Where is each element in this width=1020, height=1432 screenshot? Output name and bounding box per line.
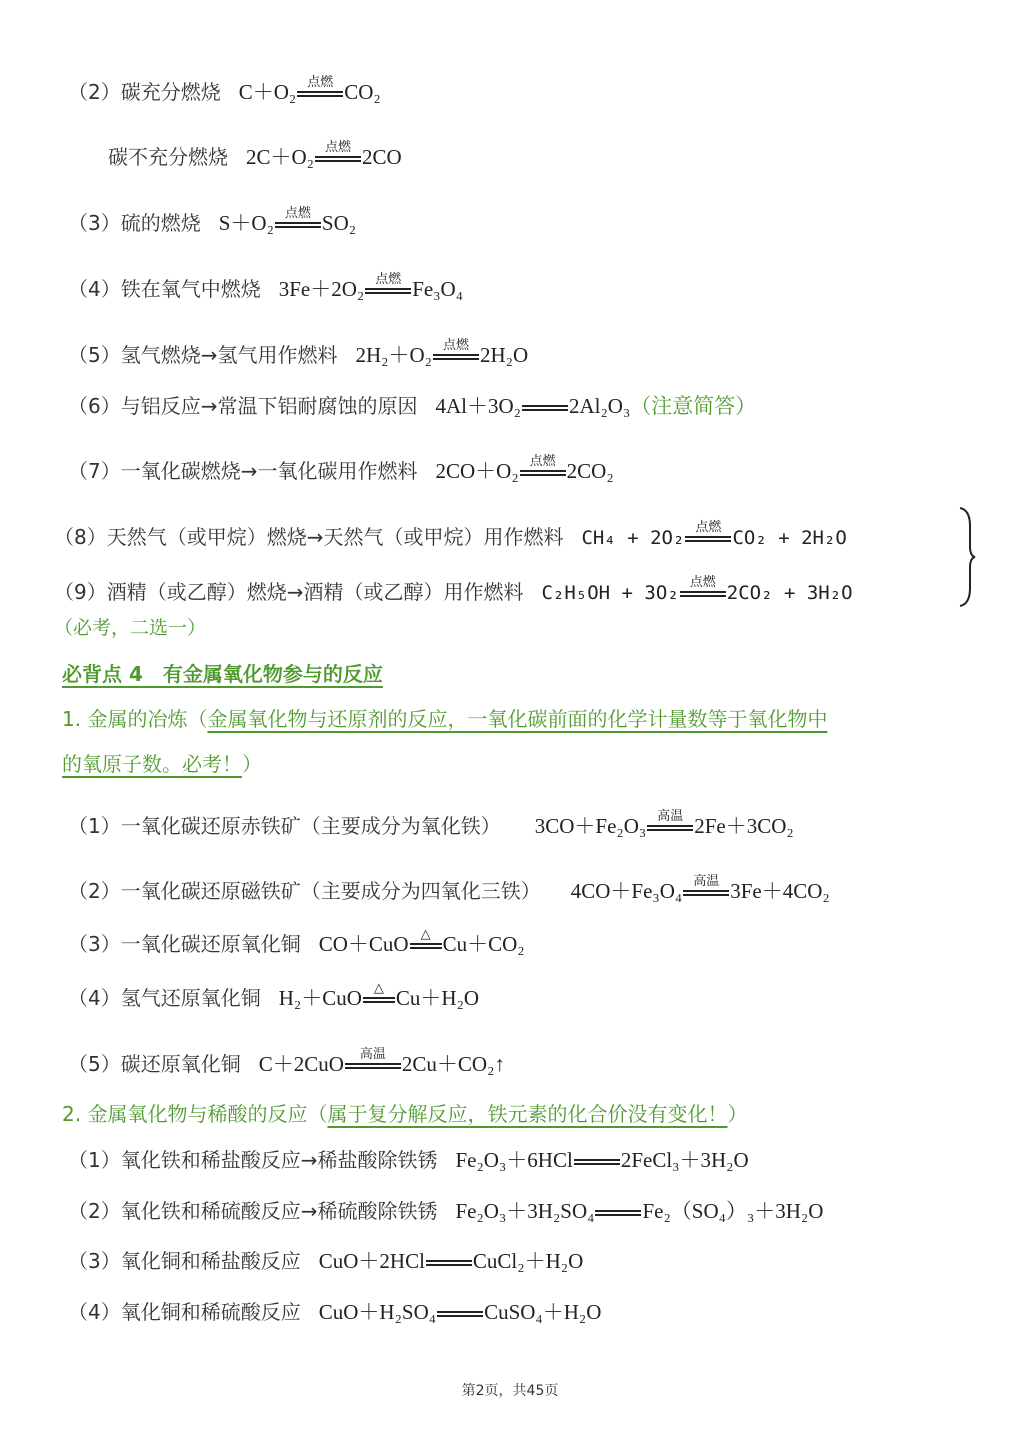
equation-right: 2CO — [362, 145, 402, 169]
reaction-line — [68, 272, 464, 303]
right-brace — [958, 506, 976, 608]
equals-arrow — [683, 874, 729, 900]
equals-arrow — [680, 574, 726, 601]
equation — [319, 1249, 584, 1273]
equals-arrow — [595, 1206, 641, 1220]
equation-left: 2CO＋O₂ — [435, 459, 519, 483]
reaction-line — [68, 1247, 583, 1275]
reaction-line — [54, 574, 853, 607]
equation-right: 2FeCl₃＋3H₂O — [620, 1148, 749, 1172]
equation-right: 2Cu＋CO₂↑ — [401, 1052, 505, 1076]
reaction-label: （3）一氧化碳还原氧化铜 — [68, 932, 301, 956]
equals-arrow — [685, 519, 731, 546]
reaction-line — [108, 140, 402, 171]
equation — [581, 519, 847, 549]
equation-left: C₂H₅OH + 3O₂ — [541, 582, 679, 604]
equals-arrow — [574, 1155, 620, 1169]
reaction-label: （1）氧化铁和稀盐酸反应→稀盐酸除铁锈 — [68, 1148, 438, 1172]
reaction-line — [68, 1197, 823, 1225]
reaction-condition: 点燃 — [307, 75, 334, 91]
equation-left: C＋2CuO — [258, 1052, 344, 1076]
smelting-title — [62, 705, 827, 733]
equation-right: CO₂ — [344, 80, 381, 104]
equals-arrow — [437, 1307, 483, 1321]
reaction-label: （5）氢气燃烧→氢气用作燃料 — [68, 343, 338, 367]
equation-left: Fe₂O₃＋6HCl — [455, 1148, 573, 1172]
reaction-line — [68, 75, 381, 106]
title-suffix: ） — [727, 1102, 748, 1126]
reaction-condition: 点燃 — [689, 574, 716, 590]
reaction-label: （4）氢气还原氧化铜 — [68, 986, 261, 1010]
equation-right: Cu＋CO₂ — [442, 932, 525, 956]
reaction-condition: 高温 — [657, 809, 684, 825]
equation-right: 3Fe＋4CO₂ — [730, 879, 830, 903]
section-heading: 必背点 4 有金属氧化物参与的反应 — [62, 662, 383, 686]
acid-title — [62, 1100, 747, 1128]
equation-left: 4Al＋3O₂ — [435, 394, 521, 418]
equation-right: 2CO₂ — [566, 459, 614, 483]
equation-right: CuCl₂＋H₂O — [472, 1249, 584, 1273]
reaction-condition: △ — [420, 927, 431, 943]
reaction-line — [54, 519, 847, 552]
reaction-line — [68, 809, 794, 840]
equation — [238, 75, 381, 104]
reaction-label: （8）天然气（或甲烷）燃烧→天然气（或甲烷）用作燃料 — [54, 525, 564, 549]
equals-arrow — [275, 206, 321, 232]
reaction-label: （2）氧化铁和稀硫酸反应→稀硫酸除铁锈 — [68, 1199, 438, 1223]
title-prefix: 1. 金属的冶炼（ — [62, 707, 208, 731]
equation-left: CuO＋H₂SO₄ — [318, 1300, 437, 1324]
reaction-line — [68, 1047, 505, 1078]
equation — [435, 454, 614, 483]
equation-left: 2H₂＋O₂ — [355, 343, 432, 367]
equation-left: S＋O₂ — [218, 211, 274, 235]
reaction-condition: 点燃 — [324, 140, 351, 156]
equation — [278, 272, 464, 301]
reaction-condition: 点燃 — [529, 454, 556, 470]
equation — [319, 1300, 602, 1324]
reaction-line — [68, 392, 756, 420]
equation-right: CO₂ + 2H₂O — [732, 527, 847, 549]
equation — [435, 394, 630, 418]
reaction-label: （1）一氧化碳还原赤铁矿（主要成分为氧化铁） — [68, 814, 501, 838]
equals-arrow — [365, 272, 411, 298]
reaction-condition: 高温 — [359, 1047, 386, 1063]
reaction-line — [68, 206, 357, 237]
reaction-condition: 点燃 — [375, 272, 402, 288]
reaction-label: （9）酒精（或乙醇）燃烧→酒精（或乙醇）用作燃料 — [54, 580, 524, 604]
reaction-condition: 高温 — [693, 874, 720, 890]
equation-left: CH₄ + 2O₂ — [581, 527, 685, 549]
title-underlined: 的氧原子数。必考！ — [62, 752, 242, 776]
equation — [246, 140, 402, 169]
equation-left: Fe₂O₃＋3H₂SO₄ — [455, 1199, 595, 1223]
reaction-condition: △ — [373, 981, 384, 997]
equation-right: 2H₂O — [479, 343, 529, 367]
reaction-condition: 点燃 — [284, 206, 311, 222]
equation-right: SO₂ — [321, 211, 357, 235]
reaction-line — [68, 338, 529, 369]
page-footer: 第2页，共45页 — [461, 1383, 559, 1399]
equation-left: 2C＋O₂ — [246, 145, 314, 169]
choose-note: （必考，二选一） — [54, 617, 207, 639]
equation — [541, 574, 853, 604]
reaction-label: （6）与铝反应→常温下铝耐腐蚀的原因 — [68, 394, 418, 418]
title-underlined: 金属氧化物与还原剂的反应，一氧化碳前面的化学计量数等于氧化物中 — [207, 707, 828, 731]
reaction-line — [68, 454, 614, 485]
equation-left: 3CO＋Fe₂O₃ — [534, 814, 647, 838]
title-suffix: ） — [242, 752, 262, 776]
reaction-condition: 点燃 — [442, 338, 469, 354]
equation — [278, 981, 480, 1010]
equation-left: 4CO＋Fe₃O₄ — [570, 879, 683, 903]
equation — [455, 1148, 748, 1172]
equation — [258, 1047, 505, 1076]
reaction-label: （4）铁在氧气中燃烧 — [68, 277, 261, 301]
equals-arrow — [520, 454, 566, 480]
equation-left: CuO＋2HCl — [318, 1249, 425, 1273]
reaction-line — [68, 1298, 601, 1326]
reaction-line — [68, 927, 525, 958]
equation-right: 2Al₂O₃ — [568, 394, 631, 418]
equals-arrow — [426, 1256, 472, 1270]
equation-right: Fe₂（SO₄）₃＋3H₂O — [642, 1199, 824, 1223]
equals-arrow — [363, 981, 395, 1007]
equals-arrow — [522, 401, 568, 415]
reaction-label: （2）一氧化碳还原磁铁矿（主要成分为四氧化三铁） — [68, 879, 541, 903]
equation — [455, 1199, 823, 1223]
equation-left: H₂＋CuO — [278, 986, 362, 1010]
equation-right: CuSO₄＋H₂O — [484, 1300, 602, 1324]
equation — [534, 809, 794, 838]
equals-arrow — [433, 338, 479, 364]
smelting-title-continued — [62, 750, 262, 778]
title-underlined: 属于复分解反应，铁元素的化合价没有变化！ — [327, 1102, 728, 1126]
reaction-label: 碳不充分燃烧 — [108, 145, 228, 169]
note-text: （注意简答） — [630, 394, 757, 418]
reaction-line — [68, 981, 480, 1012]
reaction-label: （3）氧化铜和稀盐酸反应 — [68, 1249, 301, 1273]
reaction-label: （5）碳还原氧化铜 — [68, 1052, 241, 1076]
equation — [355, 338, 529, 367]
equals-arrow — [315, 140, 361, 166]
equation-right: Fe₃O₄ — [412, 277, 464, 301]
equation-right: 2Fe＋3CO₂ — [694, 814, 794, 838]
reaction-line — [68, 874, 830, 905]
equals-arrow — [297, 75, 343, 101]
equation-left: 3Fe＋2O₂ — [278, 277, 365, 301]
reaction-label: （2）碳充分燃烧 — [68, 80, 221, 104]
reaction-condition: 点燃 — [695, 519, 722, 535]
equals-arrow — [345, 1047, 401, 1073]
equation-left: CO＋CuO — [318, 932, 409, 956]
equation-left: C＋O₂ — [238, 80, 297, 104]
reaction-label: （3）硫的燃烧 — [68, 211, 201, 235]
reaction-label: （7）一氧化碳燃烧→一氧化碳用作燃料 — [68, 459, 418, 483]
title-prefix: 2. 金属氧化物与稀酸的反应（ — [62, 1102, 328, 1126]
equation-right: Cu＋H₂O — [395, 986, 480, 1010]
equals-arrow — [647, 809, 693, 835]
equals-arrow — [410, 927, 442, 953]
equation — [218, 206, 357, 235]
equation-right: 2CO₂ + 3H₂O — [726, 582, 853, 604]
reaction-line — [68, 1146, 749, 1174]
reaction-label: （4）氧化铜和稀硫酸反应 — [68, 1300, 301, 1324]
equation — [318, 927, 525, 956]
equation — [570, 874, 830, 903]
